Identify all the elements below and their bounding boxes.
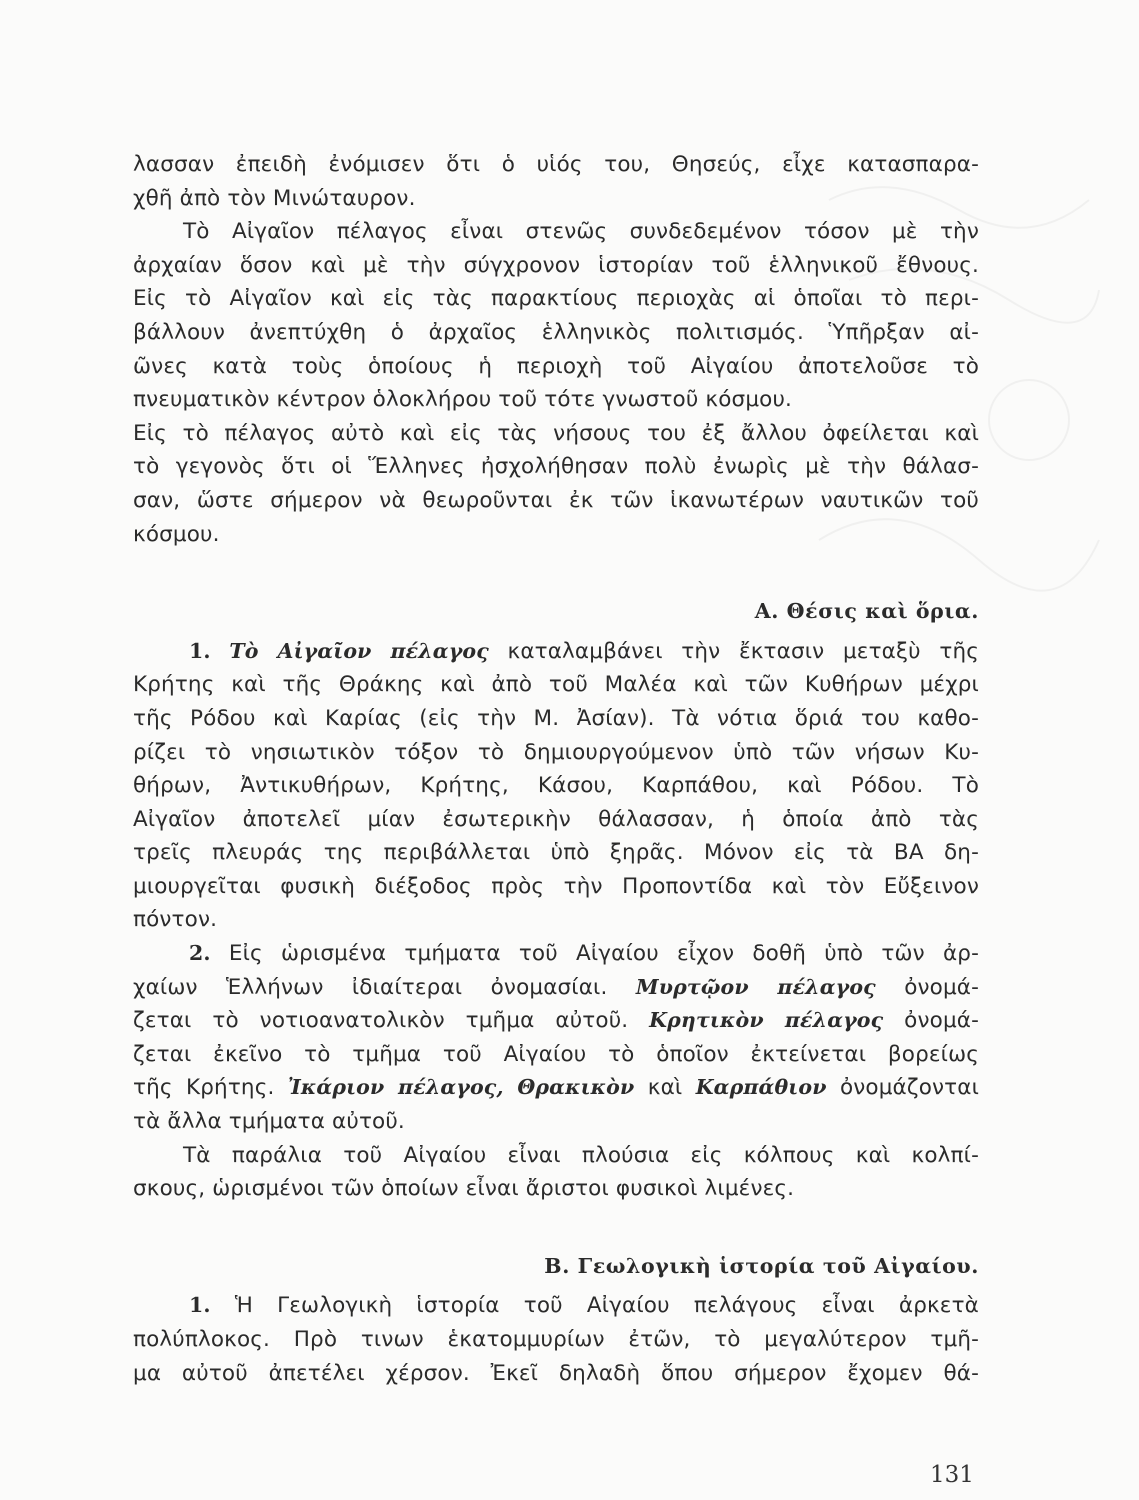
bold-term: Ἰκάριον πέλαγος, Θρακικὸν — [287, 1075, 635, 1100]
section-heading-a: Α. Θέσις καὶ ὅρια. — [754, 599, 979, 624]
text-run: καὶ — [647, 1075, 683, 1101]
text-run: ὀνομά- — [904, 1008, 979, 1034]
text-run: ζεται τὸ νοτιοανατολικὸν τμῆμα αὐτοῦ. — [133, 1008, 629, 1034]
paragraph-number: 1. — [189, 638, 211, 663]
text-line: λασσαν ἐπειδὴ ἐνόμισεν ὅτι ὁ υἱός του, Θησεύς, εἶχε κατασπαρα- — [133, 152, 979, 177]
text-line: Κρήτης καὶ τῆς Θράκης καὶ ἀπὸ τοῦ Μαλέα καὶ τῶν Κυθήρων μέχρι — [133, 672, 979, 698]
text-run: ὀνομάζονται — [839, 1075, 979, 1101]
text-line: Εἰς τὸ Αἰγαῖον καὶ εἰς τὰς παρακτίους περιοχὰς αἱ ὁποῖαι τὸ περι- — [133, 286, 979, 312]
text-line: ἀρχαίαν ὅσον καὶ μὲ τὴν σύγχρονον ἱστορίαν τοῦ ἑλληνικοῦ ἔθνους. — [133, 252, 979, 278]
body-text — [133, 148, 979, 1390]
text-line: πολύπλοκος. Πρὸ τινων ἑκατομμυρίων ἐτῶν, τὸ μεγαλύτερον τμῆ- — [133, 1327, 979, 1352]
text-line: τὸ γεγονὸς ὅτι οἱ Ἕλληνες ἠσχολήθησαν πολὺ ἐνωρὶς μὲ τὴν θάλασ- — [133, 454, 979, 480]
text-run: χαίων Ἑλλήνων ἰδιαίτεραι ὀνομασίαι. — [133, 974, 608, 1000]
text-line: πνευματικὸν κέντρον ὁλοκλήρου τοῦ τότε γνωστοῦ κόσμου. — [133, 387, 793, 413]
text-line: Αἰγαῖον ἀποτελεῖ μίαν ἐσωτερικὴν θάλασσαν, ἡ ὁποία ἀπὸ τὰς — [133, 806, 979, 832]
section-heading-b: Β. Γεωλογικὴ ἱστορία τοῦ Αἰγαίου. — [544, 1253, 979, 1278]
text-line: θήρων, Ἀντικυθήρων, Κρήτης, Κάσου, Καρπάθου, καὶ Ρόδου. Τὸ — [133, 773, 979, 799]
text-line: χθῆ ἀπὸ τὸν Μινώταυρον. — [133, 185, 416, 211]
text-line: τὰ ἄλλα τμήματα αὐτοῦ. — [133, 1109, 405, 1135]
text-line: ῶνες κατὰ τοὺς ὁποίους ἡ περιοχὴ τοῦ Αἰγαίου ἀποτελοῦσε τὸ — [133, 353, 979, 379]
text-run: τῆς Κρήτης. — [133, 1075, 275, 1101]
paragraph-number: 1. — [189, 1293, 211, 1318]
text-line: κόσμου. — [133, 521, 220, 547]
bold-term: Μυρτῷον πέλαγος — [635, 974, 876, 999]
text-line: τῆς Ρόδου καὶ Καρίας (εἰς τὴν Μ. Ἀσίαν). Τὰ νότια ὅριά του καθο- — [133, 705, 979, 731]
text-run: Ἡ Γεωλογικὴ ἱστορία τοῦ Αἰγαίου πελάγους εἶναι ἀρκετὰ — [234, 1293, 979, 1319]
text-line: Τὸ Αἰγαῖον πέλαγος εἶναι στενῶς συνδεδεμένον τόσον μὲ τὴν — [183, 219, 979, 245]
text-line: μιουργεῖται φυσικὴ διέξοδος πρὸς τὴν Προποντίδα καὶ τὸν Εὔξεινον — [133, 873, 979, 899]
text-run: Εἰς ὡρισμένα τμήματα τοῦ Αἰγαίου εἶχον δοθῆ ὑπὸ τῶν ἀρ- — [228, 941, 979, 967]
text-line: σαν, ὥστε σήμερον νὰ θεωροῦνται ἐκ τῶν ἱκανωτέρων ναυτικῶν τοῦ — [133, 487, 979, 513]
text-line: πόντον. — [133, 907, 218, 933]
bold-term: Τὸ Αἰγαῖον πέλαγος — [229, 638, 489, 663]
text-line — [133, 971, 979, 1005]
text-line: βάλλουν ἀνεπτύχθη ὁ ἀρχαῖος ἑλληνικὸς πολιτισμός. Ὑπῆρξαν αἰ- — [133, 319, 979, 345]
text-line: σκους, ὡρισμένοι τῶν ὁποίων εἶναι ἄριστοι φυσικοὶ λιμένες. — [133, 1176, 795, 1202]
text-run: καταλαμβάνει τὴν ἔκτασιν μεταξὺ τῆς — [507, 638, 979, 664]
paragraph-number: 2. — [189, 941, 211, 966]
text-line — [133, 937, 979, 971]
text-line: ζεται ἐκεῖνο τὸ τμῆμα τοῦ Αἰγαίου τὸ ὁποῖον ἐκτείνεται βορείως — [133, 1041, 979, 1067]
page-number: 131 — [930, 1462, 974, 1488]
text-line: ρίζει τὸ νησιωτικὸν τόξον τὸ δημιουργούμενον ὑπὸ τῶν νήσων Κυ- — [133, 739, 979, 765]
text-line — [133, 1004, 979, 1038]
text-line — [133, 635, 979, 669]
text-line: Εἰς τὸ πέλαγος αὐτὸ καὶ εἰς τὰς νήσους του ἐξ ἄλλου ὀφείλεται καὶ — [133, 420, 979, 446]
text-line: μα αὐτοῦ ἀπετέλει χέρσον. Ἐκεῖ δηλαδὴ ὅπου σήμερον ἔχομεν θά- — [133, 1360, 979, 1386]
text-line: Τὰ παράλια τοῦ Αἰγαίου εἶναι πλούσια εἰς κόλπους καὶ κολπί- — [183, 1142, 979, 1168]
bold-term: Καρπάθιον — [695, 1075, 827, 1100]
text-line — [133, 1071, 979, 1105]
text-run: ὀνομά- — [904, 974, 979, 1000]
text-line — [133, 1289, 979, 1323]
text-line: τρεῖς πλευράς της περιβάλλεται ὑπὸ ξηρᾶς. Μόνον εἰς τὰ ΒΑ δη- — [133, 840, 979, 866]
bold-term: Κρητικὸν πέλαγος — [649, 1008, 884, 1033]
